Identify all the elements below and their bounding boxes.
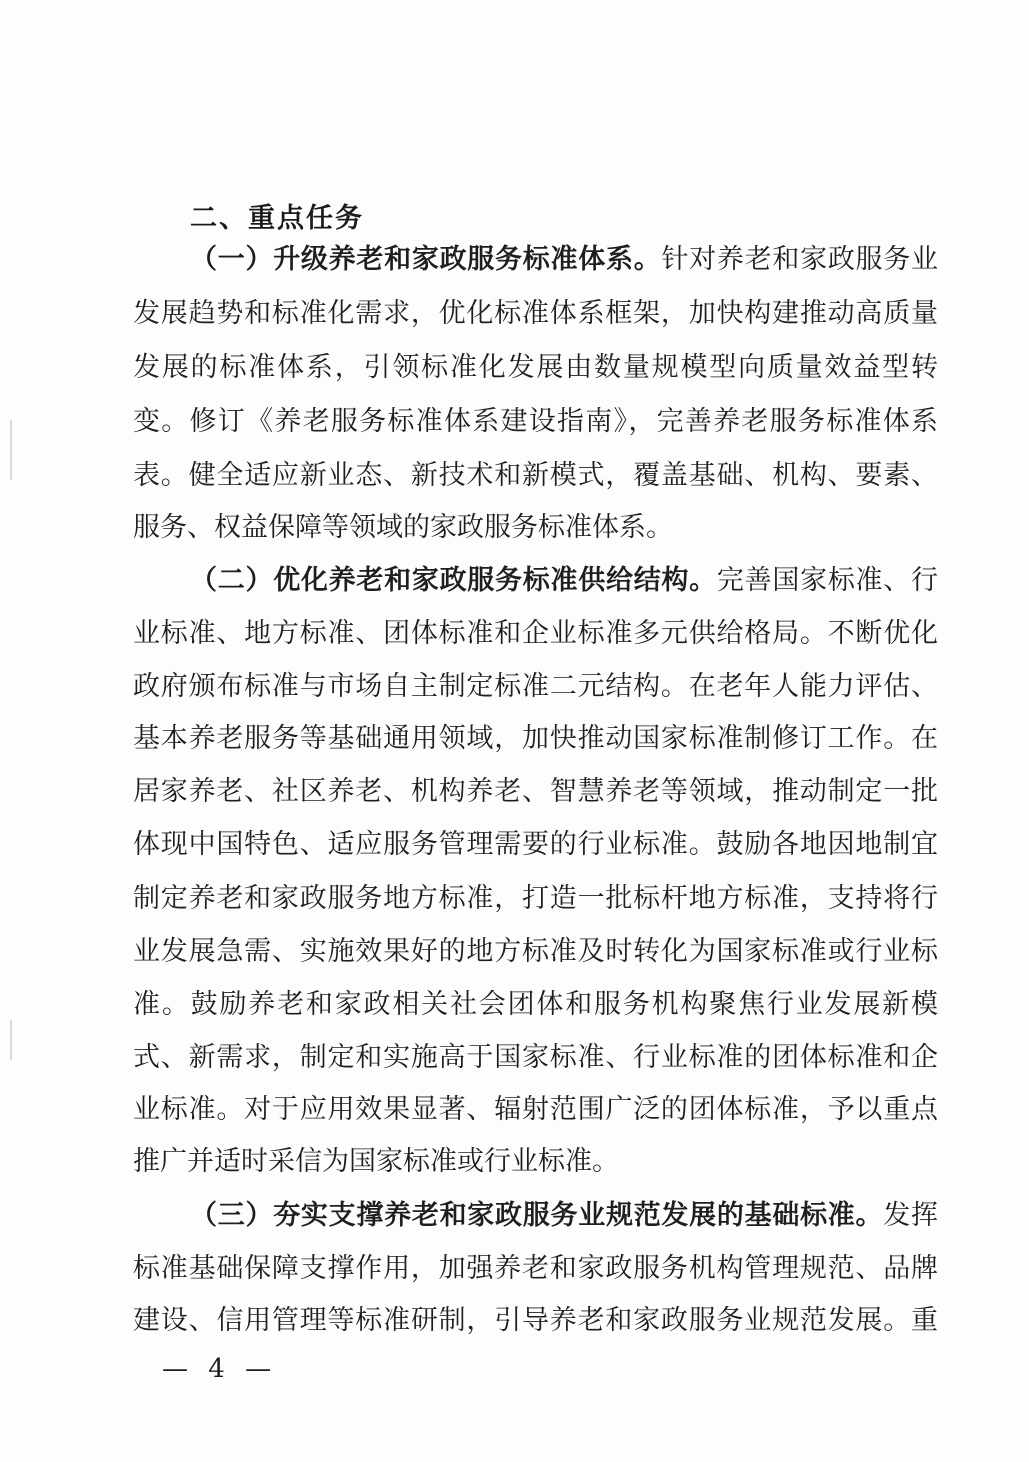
paragraph-line: 基本养老服务等基础通用领域，加快推动国家标准制修订工作。在 — [133, 723, 938, 754]
paragraph-text: 针对养老和家政服务业 — [661, 244, 939, 275]
paragraph-line: 式、新需求，制定和实施高于国家标准、行业标准的团体标准和企 — [133, 1042, 938, 1073]
paragraph-lead: （三）夯实支撑养老和家政服务业规范发展的基础标准。 — [190, 1200, 884, 1231]
paragraph-line: 居家养老、社区养老、机构养老、智慧养老等领域，推动制定一批 — [133, 776, 938, 807]
paragraph-line: 发展的标准体系，引领标准化发展由数量规模型向质量效益型转 — [133, 352, 938, 383]
paragraph-line: 发展趋势和标准化需求，优化标准体系框架，加快构建推动高质量 — [133, 298, 938, 329]
paragraph-line: 建设、信用管理等标准研制，引导养老和家政服务业规范发展。重 — [133, 1305, 938, 1336]
paragraph-text: 发挥 — [883, 1200, 939, 1231]
paragraph-line: 准。鼓励养老和家政相关社会团体和服务机构聚焦行业发展新模 — [133, 989, 938, 1020]
paragraph-line — [190, 1199, 938, 1233]
section-heading: 二、重点任务 — [190, 203, 364, 234]
scan-edge-mark — [10, 420, 12, 480]
paragraph-line: 政府颁布标准与市场自主制定标准二元结构。在老年人能力评估、 — [133, 671, 938, 702]
paragraph-line: 表。健全适应新业态、新技术和新模式，覆盖基础、机构、要素、 — [133, 460, 938, 491]
paragraph-line: 制定养老和家政服务地方标准，打造一批标杆地方标准，支持将行 — [133, 883, 938, 914]
paragraph-line: 体现中国特色、适应服务管理需要的行业标准。鼓励各地因地制宜 — [133, 829, 938, 860]
paragraph-line: 业标准。对于应用效果显著、辐射范围广泛的团体标准，予以重点 — [133, 1094, 938, 1125]
paragraph-text: 完善国家标准、行 — [716, 565, 939, 596]
paragraph-line: 业标准、地方标准、团体标准和企业标准多元供给格局。不断优化 — [133, 618, 938, 649]
scan-edge-mark — [10, 1020, 12, 1060]
paragraph-lead: （一）升级养老和家政服务标准体系。 — [190, 244, 662, 275]
page-number: — 4 — — [162, 1354, 278, 1384]
paragraph-line — [190, 564, 938, 598]
paragraph-line: 推广并适时采信为国家标准或行业标准。 — [133, 1146, 619, 1177]
paragraph-line: 服务、权益保障等领域的家政服务标准体系。 — [133, 512, 673, 543]
paragraph-line — [190, 243, 938, 277]
paragraph-line: 业发展急需、实施效果好的地方标准及时转化为国家标准或行业标 — [133, 936, 938, 967]
paragraph-line: 标准基础保障支撑作用，加强养老和家政服务机构管理规范、品牌 — [133, 1253, 938, 1284]
paragraph-lead: （二）优化养老和家政服务标准供给结构。 — [190, 565, 717, 596]
paragraph-line: 变。修订《养老服务标准体系建设指南》，完善养老服务标准体系 — [133, 406, 938, 437]
